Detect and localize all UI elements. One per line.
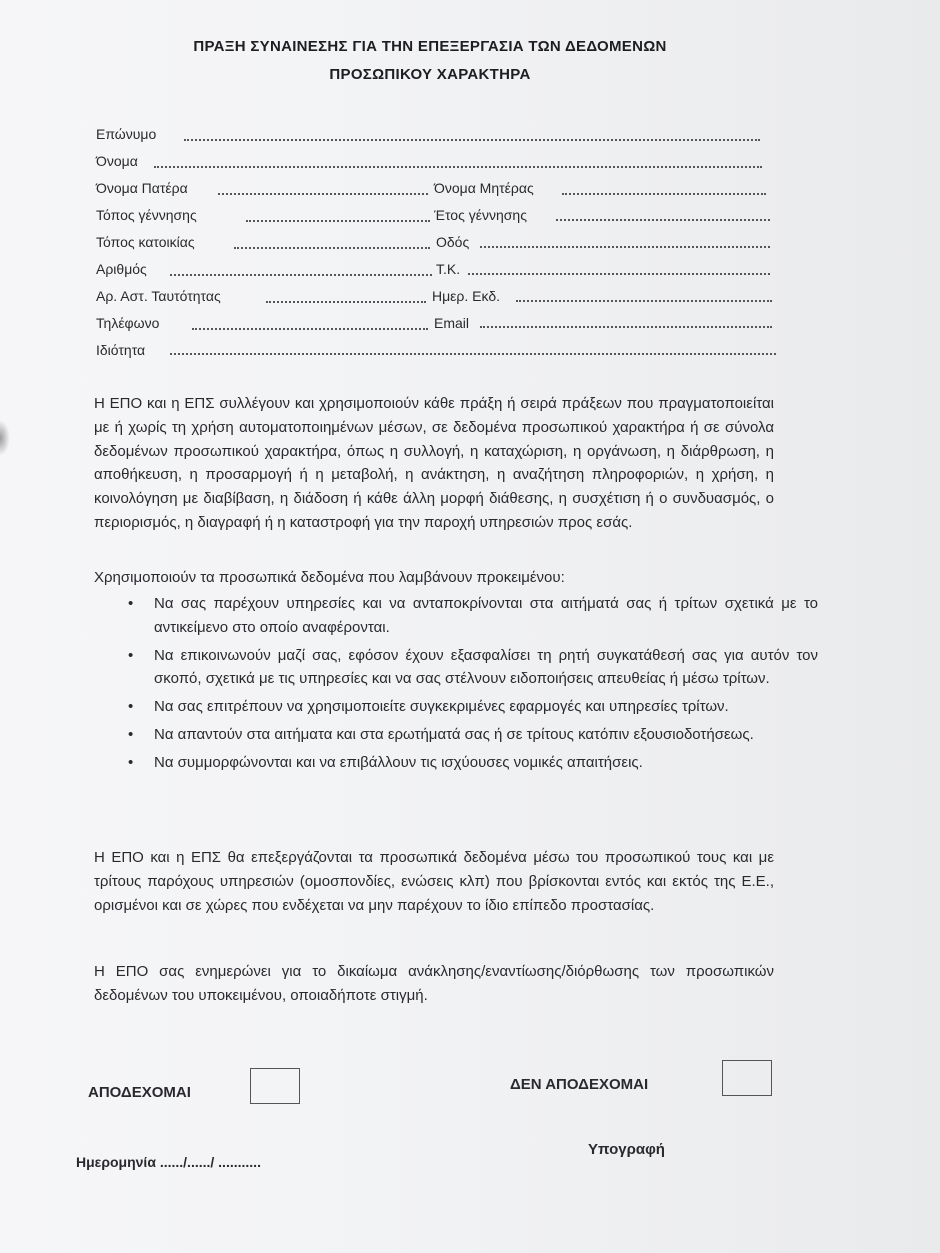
name-field[interactable] xyxy=(154,166,762,168)
list-item: • Να απαντούν στα αιτήματα και στα ερωτήματά σας ή σε τρίτους κατόπιν εξουσιοδοτήσεως. xyxy=(154,723,818,747)
residence-field[interactable] xyxy=(234,247,430,249)
id-number-field[interactable] xyxy=(266,301,426,303)
purposes-list xyxy=(110,592,818,779)
residence-row xyxy=(96,230,776,257)
email-field[interactable] xyxy=(480,326,772,328)
name-label: Όνομα xyxy=(96,153,138,169)
residence-label: Τόπος κατοικίας xyxy=(96,234,195,250)
date-field[interactable]: Ημερομηνία ....../....../ ........... xyxy=(76,1154,261,1170)
parents-row xyxy=(96,176,776,203)
father-name-label: Όνομα Πατέρα xyxy=(96,180,188,196)
processing-paragraph: Η ΕΠΟ και η ΕΠΣ συλλέγουν και χρησιμοποιούν κάθε πράξη ή σειρά πράξεων που πραγματοποιείται με ή χωρίς τη χρήση αυτοματοποιημένων μέσων, σε δεδομένα προσωπικού χαρακτήρα ή σε σύνολα δεδομένων προσωπικού χαρακτήρα, όπως η συλλογή, η καταχώριση, η οργάνωση, η διάρθρωση, η αποθήκευση, η προσαρμογή ή η μεταβολή, η ανάκτηση, η αναζήτηση πληροφοριών, η χρήση, η κοινολόγηση με διαβίβαση, η διάδοση ή κάθε άλλη μορφή διάθεσης, η συσχέτιση ή ο συνδυασμός, ο περιορισμός, η διαγραφή ή η καταστροφή για την παροχή υπηρεσιών προς εσάς. xyxy=(94,395,774,531)
name-row xyxy=(96,149,776,176)
contact-row xyxy=(96,311,776,338)
birth-year-label: Έτος γέννησης xyxy=(434,207,527,223)
surname-field[interactable] xyxy=(184,139,760,141)
page-shadow xyxy=(0,420,10,456)
id-row xyxy=(96,284,776,311)
birth-place-label: Τόπος γέννησης xyxy=(96,207,197,223)
email-label: Email xyxy=(434,315,470,331)
birth-year-field[interactable] xyxy=(556,219,770,221)
surname-row xyxy=(96,122,776,149)
profession-row xyxy=(96,338,776,365)
purposes-intro: Χρησιμοποιούν τα προσωπικά δεδομένα που λαμβάνουν προκειμένου: xyxy=(94,569,565,586)
list-item: • Να σας παρέχουν υπηρεσίες και να ανταποκρίνονται στα αιτήματά σας ή τρίτων σχετικά με το αντικείμενο στο οποίο αναφέρονται. xyxy=(154,592,818,640)
issue-date-label: Ημερ. Εκδ. xyxy=(432,288,501,304)
id-number-label: Αρ. Αστ. Ταυτότητας xyxy=(96,288,221,304)
list-item: • Να σας επιτρέπουν να χρησιμοποιείτε συγκεκριμένες εφαρμογές και υπηρεσίες τρίτων. xyxy=(154,695,818,719)
number-label: Αριθμός xyxy=(96,261,147,277)
decline-checkbox[interactable] xyxy=(722,1060,772,1096)
street-label: Οδός xyxy=(436,234,470,250)
number-field[interactable] xyxy=(170,274,432,276)
postal-code-field[interactable] xyxy=(468,273,770,275)
mother-name-label: Όνομα Μητέρας xyxy=(434,180,534,196)
birth-row xyxy=(96,203,776,230)
accept-checkbox[interactable] xyxy=(250,1068,300,1104)
rights-paragraph: Η ΕΠΟ σας ενημερώνει για το δικαίωμα ανάκλησης/εναντίωσης/διόρθωσης των προσωπικών δεδομένων του υποκειμένου, οποιαδήποτε στιγμή. xyxy=(94,963,774,1004)
profession-field[interactable] xyxy=(170,353,776,355)
decline-label: ΔΕΝ ΑΠΟΔΕΧΟΜΑΙ xyxy=(510,1076,649,1093)
list-item: • Να συμμορφώνονται και να επιβάλλουν τις ισχύουσες νομικές απαιτήσεις. xyxy=(154,751,818,775)
document-subtitle: ΠΡΟΣΩΠΙΚΟΥ ΧΑΡΑΚΤΗΡΑ xyxy=(329,66,531,83)
phone-label: Τηλέφωνο xyxy=(96,315,160,331)
accept-label: ΑΠΟΔΕΧΟΜΑΙ xyxy=(88,1084,191,1101)
document-title: ΠΡΑΞΗ ΣΥΝΑΙΝΕΣΗΣ ΓΙΑ ΤΗΝ ΕΠΕΞΕΡΓΑΣΙΑ ΤΩΝ ΔΕΔΟΜΕΝΩΝ xyxy=(193,38,667,55)
number-row xyxy=(96,257,776,284)
list-item: • Να επικοινωνούν μαζί σας, εφόσον έχουν εξασφαλίσει τη ρητή συγκατάθεσή σας για αυτόν τον σκοπό, σχετικά με τις υπηρεσίες και να σας στέλνουν ειδοποιήσεις απευθείας ή μέσω τρίτων. xyxy=(154,644,818,692)
street-field[interactable] xyxy=(480,246,770,248)
birth-place-field[interactable] xyxy=(246,220,430,222)
surname-label: Επώνυμο xyxy=(96,126,157,142)
third-party-paragraph: Η ΕΠΟ και η ΕΠΣ θα επεξεργάζονται τα προσωπικά δεδομένα μέσω του προσωπικού τους και με τρίτους παρόχους υπηρεσιών (ομοσπονδίες, ενώσεις κλπ) που βρίσκονται εντός και εκτός της Ε.Ε., ορισμένοι και σε χώρες που ενδέχεται να μην παρέχουν το ίδιο επίπεδο προστασίας. xyxy=(94,849,774,914)
mother-name-field[interactable] xyxy=(562,193,766,195)
signature-label: Υπογραφή xyxy=(588,1141,665,1158)
father-name-field[interactable] xyxy=(218,193,428,195)
issue-date-field[interactable] xyxy=(516,300,772,302)
phone-field[interactable] xyxy=(192,328,428,330)
profession-label: Ιδιότητα xyxy=(96,342,146,358)
postal-code-label: Τ.Κ. xyxy=(436,261,461,277)
personal-info-fields xyxy=(96,122,776,365)
